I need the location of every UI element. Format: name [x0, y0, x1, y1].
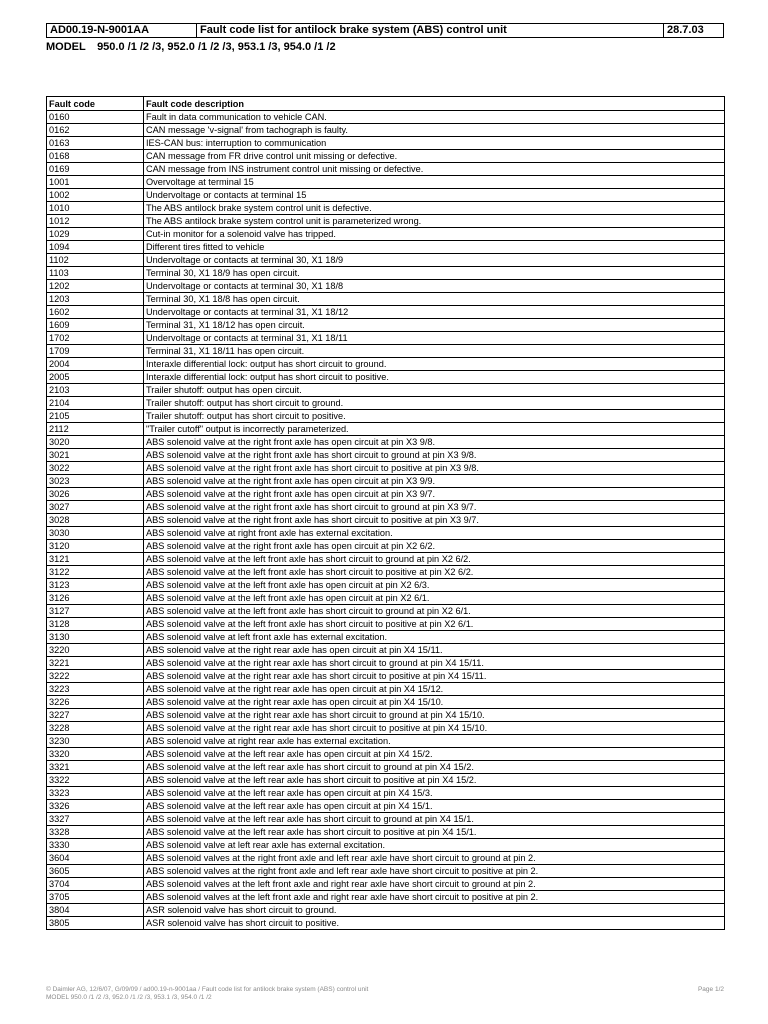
model-value: 950.0 /1 /2 /3, 952.0 /1 /2 /3, 953.1 /3, 954.0 /1 /2	[97, 41, 336, 53]
table-row	[47, 722, 725, 735]
fault-description-cell: ABS solenoid valve at the right front axle has open circuit at pin X3 9/7.	[144, 488, 725, 501]
table-row	[47, 761, 725, 774]
table-row	[47, 657, 725, 670]
fault-code-cell: 3704	[47, 878, 144, 891]
fault-description-cell: ABS solenoid valve at left front axle has external excitation.	[144, 631, 725, 644]
fault-description-cell: ABS solenoid valve at the right rear axle has open circuit at pin X4 15/11.	[144, 644, 725, 657]
fault-code-cell: 3128	[47, 618, 144, 631]
fault-description-cell: ABS solenoid valve at left rear axle has external excitation.	[144, 839, 725, 852]
document-title: Fault code list for antilock brake system (ABS) control unit	[197, 24, 664, 37]
fault-code-cell: 3027	[47, 501, 144, 514]
table-row	[47, 436, 725, 449]
fault-description-cell: CAN message 'v-signal' from tachograph is faulty.	[144, 124, 725, 137]
table-row	[47, 696, 725, 709]
fault-code-cell: 3327	[47, 813, 144, 826]
fault-description-cell: ABS solenoid valve at the left front axle has short circuit to ground at pin X2 6/1.	[144, 605, 725, 618]
fault-code-cell: 3222	[47, 670, 144, 683]
fault-description-cell: Terminal 31, X1 18/12 has open circuit.	[144, 319, 725, 332]
fault-code-cell: 2112	[47, 423, 144, 436]
table-row	[47, 592, 725, 605]
page-footer	[46, 986, 724, 1002]
fault-code-table	[46, 96, 725, 930]
fault-code-cell: 3326	[47, 800, 144, 813]
footer-copyright: © Daimler AG, 12/6/07, G/09/09 / ad00.19-n-9001aa / Fault code list for antilock brake system (ABS) control unit	[46, 986, 369, 993]
fault-description-cell: Trailer shutoff: output has short circuit to positive.	[144, 410, 725, 423]
fault-code-cell: 1609	[47, 319, 144, 332]
fault-code-cell: 3321	[47, 761, 144, 774]
fault-description-cell: The ABS antilock brake system control unit is parameterized wrong.	[144, 215, 725, 228]
table-row	[47, 670, 725, 683]
fault-code-cell: 3323	[47, 787, 144, 800]
fault-description-cell: Terminal 31, X1 18/11 has open circuit.	[144, 345, 725, 358]
table-row	[47, 514, 725, 527]
fault-description-cell: ASR solenoid valve has short circuit to ground.	[144, 904, 725, 917]
table-row	[47, 163, 725, 176]
fault-code-cell: 3130	[47, 631, 144, 644]
fault-description-cell: ABS solenoid valve at the left front axle has short circuit to ground at pin X2 6/2.	[144, 553, 725, 566]
table-row	[47, 254, 725, 267]
fault-code-cell: 0169	[47, 163, 144, 176]
fault-code-cell: 3226	[47, 696, 144, 709]
fault-description-cell: Undervoltage or contacts at terminal 30, X1 18/9	[144, 254, 725, 267]
fault-code-cell: 3330	[47, 839, 144, 852]
fault-description-cell: ABS solenoid valve at the right front axle has open circuit at pin X2 6/2.	[144, 540, 725, 553]
fault-code-cell: 3120	[47, 540, 144, 553]
table-row	[47, 878, 725, 891]
table-row	[47, 566, 725, 579]
table-row	[47, 124, 725, 137]
fault-code-cell: 3020	[47, 436, 144, 449]
table-row	[47, 137, 725, 150]
page-number: Page 1/2	[697, 986, 724, 993]
fault-code-cell: 2005	[47, 371, 144, 384]
table-row	[47, 917, 725, 930]
document-date: 28.7.03	[667, 24, 704, 36]
fault-code-cell: 1012	[47, 215, 144, 228]
fault-code-cell: 0168	[47, 150, 144, 163]
table-row	[47, 423, 725, 436]
table-row	[47, 683, 725, 696]
fault-code-cell: 3328	[47, 826, 144, 839]
table-row	[47, 501, 725, 514]
fault-description-cell: ABS solenoid valves at the right front axle and left rear axle have short circuit to ground at pin 2.	[144, 852, 725, 865]
model-line	[46, 40, 336, 54]
table-row	[47, 618, 725, 631]
fault-description-cell: ASR solenoid valve has short circuit to positive.	[144, 917, 725, 930]
table-row	[47, 709, 725, 722]
table-row	[47, 345, 725, 358]
fault-description-cell: ABS solenoid valve at the left rear axle has open circuit at pin X4 15/2.	[144, 748, 725, 761]
table-row	[47, 410, 725, 423]
fault-description-cell: ABS solenoid valve at the left front axle has short circuit to positive at pin X2 6/1.	[144, 618, 725, 631]
fault-description-cell: ABS solenoid valve at the left front axle has open circuit at pin X2 6/1.	[144, 592, 725, 605]
table-row	[47, 306, 725, 319]
column-header-description: Fault code description	[144, 97, 725, 111]
table-row	[47, 748, 725, 761]
fault-description-cell: Terminal 30, X1 18/9 has open circuit.	[144, 267, 725, 280]
fault-code-cell: 3022	[47, 462, 144, 475]
table-row	[47, 605, 725, 618]
table-row	[47, 527, 725, 540]
fault-code-cell: 3023	[47, 475, 144, 488]
fault-description-cell: ABS solenoid valve at the right rear axle has short circuit to positive at pin X4 15/10.	[144, 722, 725, 735]
table-row	[47, 332, 725, 345]
fault-description-cell: ABS solenoid valve at the right rear axle has open circuit at pin X4 15/12.	[144, 683, 725, 696]
table-row	[47, 397, 725, 410]
fault-code-cell: 2105	[47, 410, 144, 423]
fault-code-cell: 3220	[47, 644, 144, 657]
table-row	[47, 267, 725, 280]
fault-code-cell: 3605	[47, 865, 144, 878]
document-id: AD00.19-N-9001AA	[47, 24, 197, 37]
fault-description-cell: ABS solenoid valve at the left rear axle has open circuit at pin X4 15/3.	[144, 787, 725, 800]
table-row	[47, 189, 725, 202]
fault-code-cell: 3228	[47, 722, 144, 735]
fault-description-cell: Overvoltage at terminal 15	[144, 176, 725, 189]
fault-code-cell: 1202	[47, 280, 144, 293]
table-row	[47, 579, 725, 592]
fault-description-cell: ABS solenoid valve at the right front axle has open circuit at pin X3 9/8.	[144, 436, 725, 449]
table-row	[47, 228, 725, 241]
fault-description-cell: ABS solenoid valve at right rear axle has external excitation.	[144, 735, 725, 748]
fault-description-cell: ABS solenoid valves at the left front axle and right rear axle have short circuit to ground at pin 2.	[144, 878, 725, 891]
fault-description-cell: ABS solenoid valve at the right front axle has short circuit to ground at pin X3 9/7.	[144, 501, 725, 514]
table-row	[47, 813, 725, 826]
table-row	[47, 475, 725, 488]
fault-description-cell: ABS solenoid valve at the left rear axle has short circuit to ground at pin X4 15/2.	[144, 761, 725, 774]
fault-description-cell: Undervoltage or contacts at terminal 31, X1 18/12	[144, 306, 725, 319]
fault-description-cell: ABS solenoid valve at the right rear axle has short circuit to positive at pin X4 15/11.	[144, 670, 725, 683]
fault-description-cell: "Trailer cutoff" output is incorrectly parameterized.	[144, 423, 725, 436]
fault-code-cell: 3021	[47, 449, 144, 462]
fault-code-cell: 3805	[47, 917, 144, 930]
fault-code-cell: 3320	[47, 748, 144, 761]
table-row	[47, 540, 725, 553]
fault-description-cell: ABS solenoid valve at the right front axle has short circuit to ground at pin X3 9/8.	[144, 449, 725, 462]
table-row	[47, 800, 725, 813]
table-row	[47, 865, 725, 878]
fault-code-cell: 3223	[47, 683, 144, 696]
table-row	[47, 215, 725, 228]
footer-model: MODEL 950.0 /1 /2 /3, 952.0 /1 /2 /3, 953.1 /3, 954.0 /1 /2	[46, 994, 212, 1001]
fault-code-cell: 3028	[47, 514, 144, 527]
fault-description-cell: ABS solenoid valve at the left rear axle has short circuit to positive at pin X4 15/2.	[144, 774, 725, 787]
fault-code-cell: 3127	[47, 605, 144, 618]
fault-code-cell: 1103	[47, 267, 144, 280]
fault-description-cell: Trailer shutoff: output has open circuit.	[144, 384, 725, 397]
model-label: MODEL	[46, 41, 86, 53]
fault-code-cell: 1001	[47, 176, 144, 189]
fault-code-cell: 3322	[47, 774, 144, 787]
table-row	[47, 202, 725, 215]
fault-code-cell: 3122	[47, 566, 144, 579]
fault-description-cell: ABS solenoid valve at the left front axle has open circuit at pin X2 6/3.	[144, 579, 725, 592]
fault-description-cell: ABS solenoid valve at the left rear axle has open circuit at pin X4 15/1.	[144, 800, 725, 813]
fault-code-cell: 0162	[47, 124, 144, 137]
fault-description-cell: ABS solenoid valve at the right front axle has short circuit to positive at pin X3 9/7.	[144, 514, 725, 527]
fault-code-cell: 1102	[47, 254, 144, 267]
table-row	[47, 904, 725, 917]
fault-code-cell: 3121	[47, 553, 144, 566]
fault-code-cell: 0163	[47, 137, 144, 150]
table-row	[47, 644, 725, 657]
table-row	[47, 826, 725, 839]
fault-code-cell: 3126	[47, 592, 144, 605]
table-row	[47, 787, 725, 800]
fault-description-cell: ABS solenoid valve at right front axle has external excitation.	[144, 527, 725, 540]
table-row	[47, 111, 725, 124]
fault-description-cell: The ABS antilock brake system control unit is defective.	[144, 202, 725, 215]
table-row	[47, 319, 725, 332]
table-row	[47, 488, 725, 501]
fault-code-cell: 3123	[47, 579, 144, 592]
fault-description-cell: Interaxle differential lock: output has short circuit to ground.	[144, 358, 725, 371]
fault-code-cell: 2004	[47, 358, 144, 371]
fault-description-cell: Undervoltage or contacts at terminal 15	[144, 189, 725, 202]
fault-description-cell: Cut-in monitor for a solenoid valve has tripped.	[144, 228, 725, 241]
fault-description-cell: ABS solenoid valve at the right rear axle has short circuit to ground at pin X4 15/10.	[144, 709, 725, 722]
table-row	[47, 176, 725, 189]
fault-description-cell: Different tires fitted to vehicle	[144, 241, 725, 254]
table-row	[47, 150, 725, 163]
fault-description-cell: ABS solenoid valve at the right rear axle has short circuit to ground at pin X4 15/11.	[144, 657, 725, 670]
table-row	[47, 631, 725, 644]
table-row	[47, 553, 725, 566]
fault-description-cell: Undervoltage or contacts at terminal 31, X1 18/11	[144, 332, 725, 345]
fault-description-cell: ABS solenoid valve at the left rear axle has short circuit to positive at pin X4 15/1.	[144, 826, 725, 839]
table-row	[47, 358, 725, 371]
fault-code-cell: 0160	[47, 111, 144, 124]
fault-code-cell: 3026	[47, 488, 144, 501]
fault-code-cell: 1709	[47, 345, 144, 358]
table-row	[47, 241, 725, 254]
fault-code-cell: 1094	[47, 241, 144, 254]
table-row	[47, 293, 725, 306]
fault-code-cell: 1602	[47, 306, 144, 319]
fault-code-cell: 3227	[47, 709, 144, 722]
document-header	[46, 23, 724, 38]
table-row	[47, 735, 725, 748]
fault-code-cell: 2104	[47, 397, 144, 410]
fault-description-cell: Interaxle differential lock: output has short circuit to positive.	[144, 371, 725, 384]
table-row	[47, 891, 725, 904]
column-header-fault-code: Fault code	[47, 97, 144, 111]
fault-code-cell: 1029	[47, 228, 144, 241]
fault-description-cell: ABS solenoid valve at the left front axle has short circuit to positive at pin X2 6/2.	[144, 566, 725, 579]
fault-code-cell: 1203	[47, 293, 144, 306]
fault-code-cell: 1010	[47, 202, 144, 215]
table-row	[47, 371, 725, 384]
fault-description-cell: CAN message from INS instrument control unit missing or defective.	[144, 163, 725, 176]
fault-description-cell: Terminal 30, X1 18/8 has open circuit.	[144, 293, 725, 306]
fault-code-cell: 2103	[47, 384, 144, 397]
table-row	[47, 384, 725, 397]
fault-description-cell: ABS solenoid valve at the left rear axle has short circuit to ground at pin X4 15/1.	[144, 813, 725, 826]
fault-code-rows	[47, 111, 725, 930]
fault-description-cell: ABS solenoid valve at the right front axle has short circuit to positive at pin X3 9/8.	[144, 462, 725, 475]
table-row	[47, 774, 725, 787]
table-header-row	[47, 97, 725, 111]
fault-description-cell: IES-CAN bus: interruption to communication	[144, 137, 725, 150]
table-row	[47, 280, 725, 293]
fault-description-cell: CAN message from FR drive control unit missing or defective.	[144, 150, 725, 163]
fault-code-cell: 3230	[47, 735, 144, 748]
fault-description-cell: Trailer shutoff: output has short circuit to ground.	[144, 397, 725, 410]
table-row	[47, 462, 725, 475]
fault-code-cell: 3221	[47, 657, 144, 670]
fault-description-cell: ABS solenoid valve at the right front axle has open circuit at pin X3 9/9.	[144, 475, 725, 488]
fault-description-cell: Fault in data communication to vehicle CAN.	[144, 111, 725, 124]
fault-description-cell: Undervoltage or contacts at terminal 30, X1 18/8	[144, 280, 725, 293]
fault-code-cell: 3030	[47, 527, 144, 540]
fault-code-cell: 1002	[47, 189, 144, 202]
fault-code-cell: 3604	[47, 852, 144, 865]
fault-description-cell: ABS solenoid valve at the right rear axle has open circuit at pin X4 15/10.	[144, 696, 725, 709]
fault-description-cell: ABS solenoid valves at the left front axle and right rear axle have short circuit to positive at pin 2.	[144, 891, 725, 904]
fault-description-cell: ABS solenoid valves at the right front axle and left rear axle have short circuit to positive at pin 2.	[144, 865, 725, 878]
table-row	[47, 852, 725, 865]
fault-code-cell: 1702	[47, 332, 144, 345]
fault-code-cell: 3705	[47, 891, 144, 904]
fault-code-cell: 3804	[47, 904, 144, 917]
table-row	[47, 839, 725, 852]
table-row	[47, 449, 725, 462]
